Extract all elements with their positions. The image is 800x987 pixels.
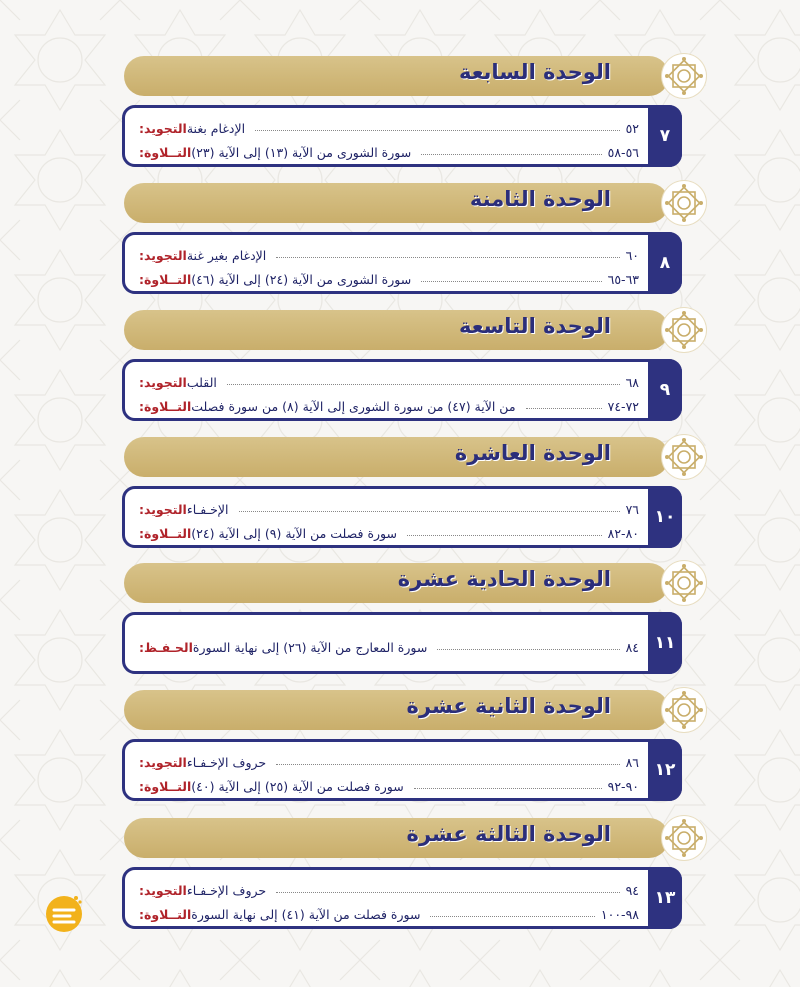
entry-label: التجويد: <box>139 248 187 263</box>
entry-text: من الآية (٤٧) من سورة الشورى إلى الآية (٨) من سورة فصلت <box>191 399 516 414</box>
unit-section <box>122 690 704 801</box>
dot-leader <box>414 788 602 789</box>
toc-entry[interactable] <box>139 138 639 160</box>
entry-label: التــلاوة: <box>139 272 192 287</box>
toc-entry[interactable] <box>139 114 639 136</box>
page-number: ٩٤ <box>625 883 639 898</box>
page-number: ٦٨ <box>625 375 639 390</box>
unit-section <box>122 183 704 294</box>
unit-section <box>122 437 704 548</box>
entry-label: التجويد: <box>139 375 187 390</box>
entry-label: التجويد: <box>139 502 187 517</box>
unit-number: ٧ <box>648 105 682 167</box>
entry-label: التــلاوة: <box>139 399 192 414</box>
dot-leader <box>276 257 619 258</box>
star-ornament-icon <box>662 54 706 98</box>
entry-text: حروف الإخـفـاء <box>186 883 267 898</box>
toc-entry[interactable] <box>139 265 639 287</box>
dot-leader <box>430 916 594 917</box>
page-number: ٨٤ <box>625 640 639 655</box>
unit-title-banner <box>124 183 669 223</box>
dot-leader <box>437 649 619 650</box>
entry-text: حروف الإخـفـاء <box>186 755 267 770</box>
entry-text: سورة فصلت من الآية (٩) إلى الآية (٢٤) <box>191 526 397 541</box>
page-number: ٧٦ <box>625 502 639 517</box>
entry-text: القلب <box>186 375 217 390</box>
unit-number: ١٣ <box>648 867 682 929</box>
star-ornament-icon <box>662 435 706 479</box>
unit-title-banner <box>124 563 669 603</box>
unit-title: الوحدة السابعة <box>458 60 611 84</box>
entry-label: التــلاوة: <box>139 145 192 160</box>
toc-entry[interactable] <box>139 495 639 517</box>
unit-title: الوحدة الثالثة عشرة <box>406 822 611 846</box>
unit-title: الوحدة التاسعة <box>458 314 611 338</box>
entry-label: التجويد: <box>139 121 187 136</box>
star-ornament-icon <box>662 308 706 352</box>
page-number: ٧٢-٧٤ <box>607 399 639 414</box>
unit-contents-box <box>122 359 682 421</box>
entry-text: سورة الشورى من الآية (١٣) إلى الآية (٢٣) <box>191 145 412 160</box>
entry-text: سورة فصلت من الآية (٢٥) إلى الآية (٤٠) <box>191 779 404 794</box>
toc-entry[interactable] <box>139 241 639 263</box>
unit-section <box>122 56 704 167</box>
unit-section <box>122 563 704 674</box>
dot-leader <box>276 764 619 765</box>
star-ornament-icon <box>662 181 706 225</box>
unit-contents-box <box>122 612 682 674</box>
dot-leader <box>526 408 602 409</box>
toc-entry[interactable] <box>139 519 639 541</box>
star-ornament-icon <box>662 816 706 860</box>
toc-entry[interactable] <box>139 392 639 414</box>
unit-contents-box <box>122 867 682 929</box>
page-number: ٦٣-٦٥ <box>607 272 639 287</box>
page-number: ٩٨-١٠٠ <box>600 907 639 922</box>
unit-title: الوحدة الثانية عشرة <box>406 694 611 718</box>
entry-label: التــلاوة: <box>139 907 192 922</box>
dot-leader <box>421 154 601 155</box>
unit-title: الوحدة الحادية عشرة <box>397 567 611 591</box>
unit-title-banner <box>124 818 669 858</box>
entry-label: الحـفـظ: <box>139 640 193 655</box>
dot-leader <box>227 384 620 385</box>
toc-entry[interactable] <box>139 876 639 898</box>
toc-entry[interactable] <box>139 772 639 794</box>
entry-text: سورة الشورى من الآية (٢٤) إلى الآية (٤٦) <box>191 272 412 287</box>
unit-section <box>122 818 704 929</box>
entry-label: التجويد: <box>139 883 187 898</box>
dot-leader <box>239 511 620 512</box>
star-ornament-icon <box>662 688 706 732</box>
unit-contents-box <box>122 232 682 294</box>
unit-number: ١٠ <box>648 486 682 548</box>
unit-contents-box <box>122 739 682 801</box>
unit-title: الوحدة الثامنة <box>469 187 611 211</box>
entry-text: الإخـفـاء <box>186 502 229 517</box>
unit-number: ١١ <box>648 612 682 674</box>
unit-number: ٩ <box>648 359 682 421</box>
dot-leader <box>276 892 619 893</box>
toc-entry[interactable] <box>139 900 639 922</box>
publisher-logo-icon <box>40 890 88 938</box>
unit-title-banner <box>124 437 669 477</box>
unit-title-banner <box>124 56 669 96</box>
page-number: ٩٠-٩٢ <box>607 779 639 794</box>
unit-title: الوحدة العاشرة <box>454 441 611 465</box>
entry-label: التجويد: <box>139 755 187 770</box>
entry-label: التــلاوة: <box>139 779 192 794</box>
star-ornament-icon <box>662 561 706 605</box>
entry-text: سورة المعارج من الآية (٢٦) إلى نهاية السورة <box>192 640 428 655</box>
page-number: ٨٠-٨٢ <box>607 526 639 541</box>
entry-label: التــلاوة: <box>139 526 192 541</box>
unit-contents-box <box>122 105 682 167</box>
unit-contents-box <box>122 486 682 548</box>
entry-text: سورة فصلت من الآية (٤١) إلى نهاية السورة <box>191 907 421 922</box>
page-number: ٥٢ <box>625 121 639 136</box>
page-number: ٥٦-٥٨ <box>607 145 639 160</box>
unit-section <box>122 310 704 421</box>
dot-leader <box>421 281 601 282</box>
toc-entry[interactable] <box>139 748 639 770</box>
entry-text: الإدغام بغير غنة <box>186 248 267 263</box>
page-number: ٨٦ <box>625 755 639 770</box>
unit-title-banner <box>124 310 669 350</box>
toc-entry[interactable] <box>139 633 639 655</box>
unit-number: ١٢ <box>648 739 682 801</box>
dot-leader <box>407 535 602 536</box>
dot-leader <box>255 130 620 131</box>
unit-number: ٨ <box>648 232 682 294</box>
page-number: ٦٠ <box>625 248 639 263</box>
toc-entry[interactable] <box>139 368 639 390</box>
unit-title-banner <box>124 690 669 730</box>
entry-text: الإدغام بغنة <box>186 121 246 136</box>
